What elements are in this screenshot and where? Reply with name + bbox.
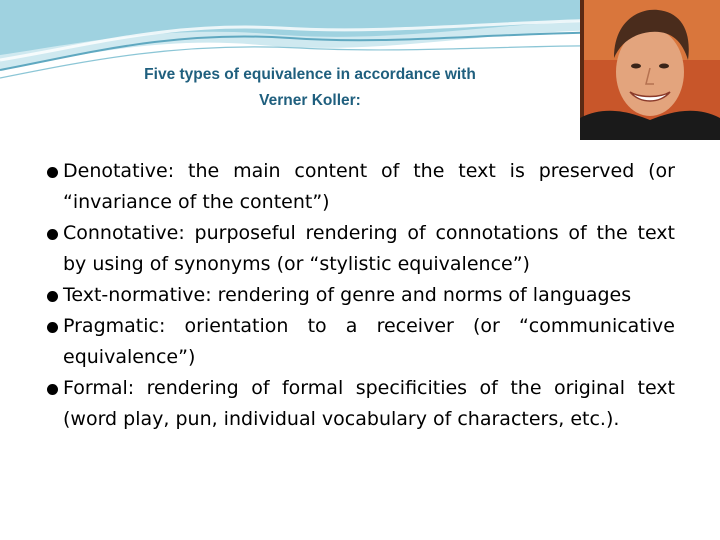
bullet-text-normative [47, 280, 675, 311]
bullet-dot-icon [47, 322, 58, 333]
bullet-text: Pragmatic: orientation to a receiver (or “communicative equivalence”) [63, 315, 675, 368]
bullet-text: Formal: rendering of formal specificities of the original text (word play, pun, individual vocabulary of characters, etc.). [63, 377, 675, 430]
bullet-dot-icon [47, 229, 58, 240]
slide-title [60, 62, 560, 114]
bullet-formal [47, 373, 675, 435]
bullet-dot-icon [47, 167, 58, 178]
bullet-dot-icon [47, 384, 58, 395]
bullet-pragmatic [47, 311, 675, 373]
bullet-text: Denotative: the main content of the text is preserved (or “invariance of the content”) [63, 160, 675, 213]
bullet-text: Connotative: purposeful rendering of connotations of the text by using of synonyms (or “stylistic equivalence”) [63, 222, 675, 275]
bullet-dot-icon [47, 291, 58, 302]
portrait-photo [580, 0, 720, 140]
title-line-2: Verner Koller: [259, 92, 361, 109]
title-line-1: Five types of equivalence in accordance with [144, 66, 476, 83]
bullet-connotative [47, 218, 675, 280]
bullet-list [47, 156, 675, 435]
bullet-denotative [47, 156, 675, 218]
bullet-text: Text-normative: rendering of genre and norms of languages [63, 284, 632, 306]
